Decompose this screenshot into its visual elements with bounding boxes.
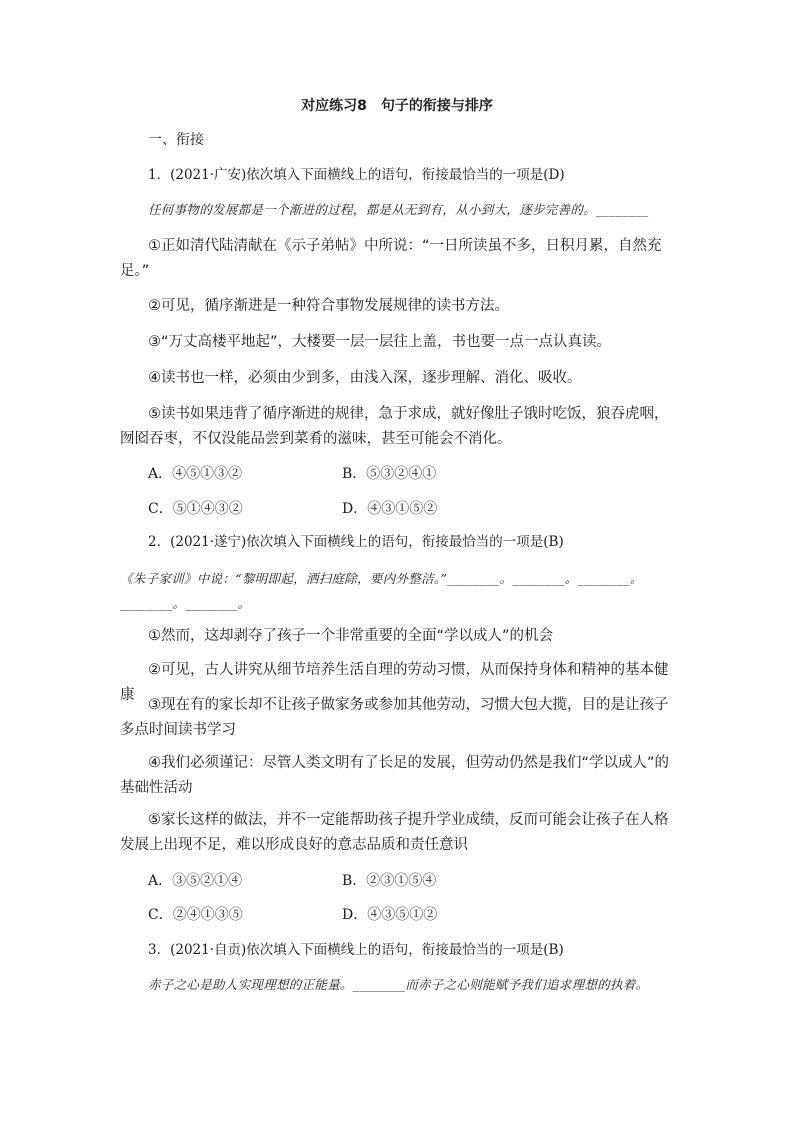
- question-1-option-b[interactable]: B．⑤③②④①: [342, 466, 437, 482]
- question-2-item-2: ②可见，古人讲究从细节培养生活自理的劳动习惯，从而保持身体和精神的基本健康: [120, 662, 669, 703]
- question-3-header: 3．(2021·自贡)依次填入下面横线上的语句，衔接最恰当的一项是(B): [148, 942, 564, 958]
- question-1-option-d[interactable]: D．④③①⑤②: [342, 501, 438, 517]
- question-2-stem-line-2: ________。________。: [120, 596, 251, 611]
- question-2-option-c[interactable]: C．②④①③⑤: [148, 907, 243, 923]
- question-2-item-5: ⑤家长这样的做法，并不一定能帮助孩子提升学业成绩，反而可能会让孩子在人格发展上出现不足，难以形成良好的意志品质和责任意识: [120, 812, 669, 853]
- question-2-option-a[interactable]: A．③⑤②①④: [148, 873, 243, 889]
- question-1-item-5: ⑤读书如果违背了循序渐进的规律，急于求成，就好像肚子饿时吃饭，狼吞虎咽，囫囵吞枣，不仅没能品尝到菜肴的滋味，甚至可能会不消化。: [120, 406, 669, 447]
- question-1-item-3: ③“万丈高楼平地起”，大楼要一层一层往上盖，书也要一点一点认真读。: [148, 334, 612, 350]
- page-title: 对应练习8 句子的衔接与排序: [301, 98, 493, 114]
- question-2-header: 2．(2021·遂宁)依次填入下面横线上的语句，衔接最恰当的一项是(B): [148, 534, 564, 550]
- question-2-option-d[interactable]: D．④③⑤①②: [342, 907, 438, 923]
- question-1-item-1: ①正如清代陆清献在《示子弟帖》中所说：“一日所读虽不多，日积月累，自然充足。”: [120, 238, 662, 279]
- question-2-item-3: ③现在有的家长却不让孩子做家务或参加其他劳动，习惯大包大揽，目的是让孩子多点时间读书学习: [120, 697, 669, 738]
- question-2-item-4: ④我们必须谨记：尽管人类文明有了长足的发展，但劳动仍然是我们“学以成人”的基础性活动: [120, 755, 670, 796]
- section-heading: 一、衔接: [148, 132, 204, 148]
- question-1-item-2: ②可见，循序渐进是一种符合事物发展规律的读书方法。: [148, 298, 509, 314]
- question-2-stem-line-1: 《朱子家训》中说：“黎明即起，洒扫庭除，要内外整洁。”________。________。________。: [120, 571, 643, 586]
- question-1-option-c[interactable]: C．⑤①④③②: [148, 501, 243, 517]
- question-3-stem: 赤子之心是助人实现理想的正能量。________而赤子之心则能赋予我们追求理想的执着。: [148, 977, 649, 992]
- question-1-header: 1．(2021·广安)依次填入下面横线上的语句，衔接最恰当的一项是(D): [148, 167, 565, 183]
- question-1-stem: 任何事物的发展都是一个渐进的过程，都是从无到有，从小到大，逐步完善的。________: [148, 202, 649, 217]
- question-1-item-4: ④读书也一样，必须由少到多，由浅入深，逐步理解、消化、吸收。: [148, 370, 582, 386]
- question-1-option-a[interactable]: A．④⑤①③②: [148, 466, 243, 482]
- question-2-option-b[interactable]: B．②③①⑤④: [342, 873, 437, 889]
- question-2-item-1: ①然而，这却剥夺了孩子一个非常重要的全面“学以成人”的机会: [148, 628, 554, 644]
